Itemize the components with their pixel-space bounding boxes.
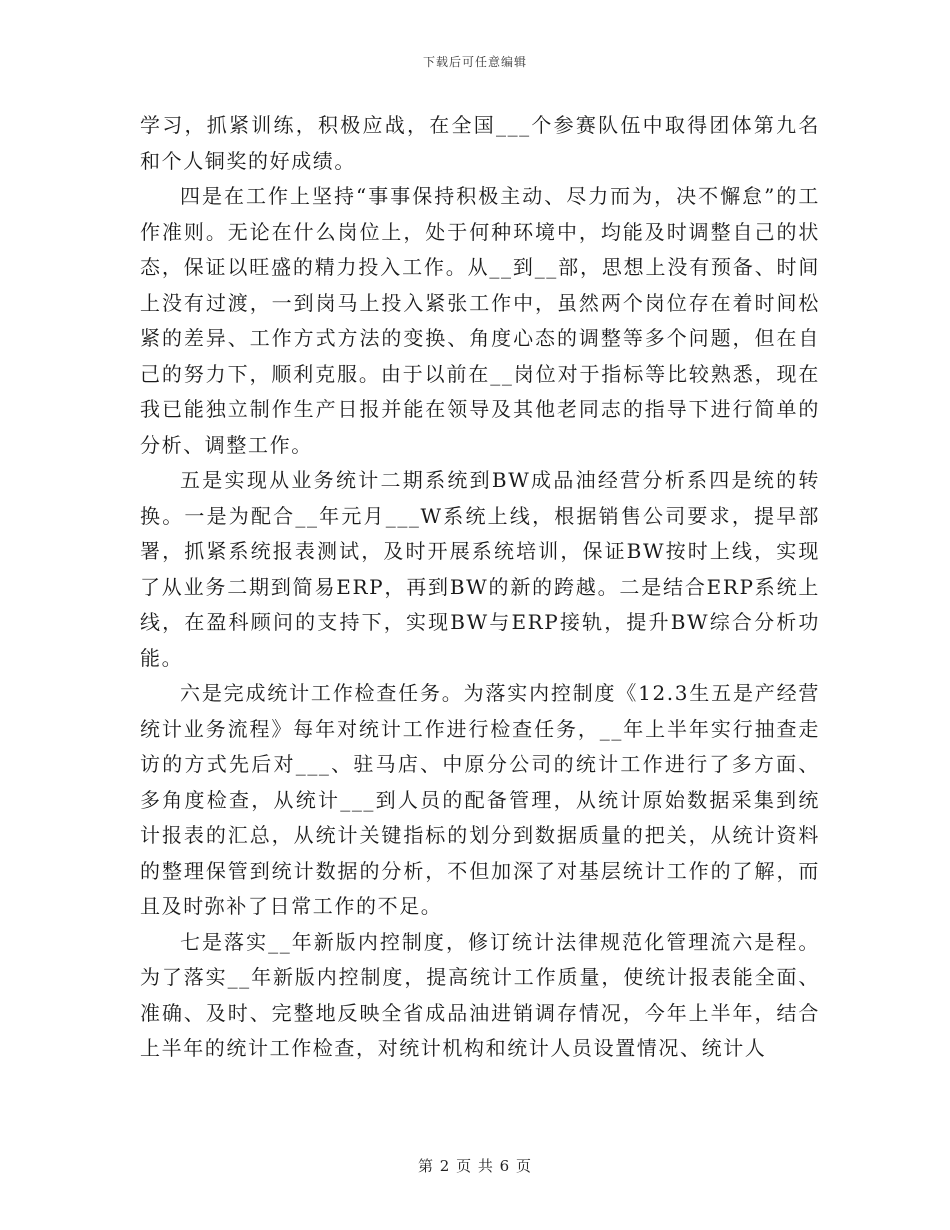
paragraph-item-4: 四是在工作上坚持“事事保持积极主动、尽力而为，决不懈怠”的工作准则。无论在什么岗位上，处于何种环境中，均能及时调整自己的状态，保证以旺盛的精力投入工作。从__到__部，思想上没有预备、时间上没有过渡，一到岗马上投入紧张工作中，虽然两个岗位存在着时间松紧的差异、工作方式方法的变换、角度心态的调整等多个问题，但在自己的努力下，顺利克服。由于以前在__岗位对于指标等比较熟悉，现在我已能独立制作生产日报并能在领导及其他老同志的指导下进行简单的分析、调整工作。	[140, 184, 820, 457]
document-body	[140, 108, 820, 1067]
paragraph-item-6: 六是完成统计工作检查任务。为落实内控制度《12.3生五是产经营统计业务流程》每年对统计工作进行检查任务，__年上半年实行抽查走访的方式先后对___、驻马店、中原分公司的统计工作进行了多方面、多角度检查，从统计___到人员的配备管理，从统计原始数据采集到统计报表的汇总，从统计关键指标的划分到数据质量的把关，从统计资料的整理保管到统计数据的分析，不但加深了对基层统计工作的了解，而且及时弥补了日常工作的不足。	[140, 681, 820, 918]
paragraph-item-5: 五是实现从业务统计二期系统到BW成品油经营分析系四是统的转换。一是为配合__年元月___W系统上线，根据销售公司要求，提早部署，抓紧系统报表测试，及时开展系统培训，保证BW按时上线，实现了从业务二期到简易ERP，再到BW的新的跨越。二是结合ERP系统上线，在盈科顾问的支持下，实现BW与ERP接轨，提升BW综合分析功能。	[140, 468, 820, 670]
page-header: 下载后可任意编辑	[422, 55, 527, 69]
paragraph-continued: 学习，抓紧训练，积极应战，在全国___个参赛队伍中取得团体第九名和个人铜奖的好成绩。	[140, 113, 820, 173]
paragraph-item-7: 七是落实__年新版内控制度，修订统计法律规范化管理流六是程。为了落实__年新版内控制度，提高统计工作质量，使统计报表能全面、准确、及时、完整地反映全省成品油进销调存情况，今年上半年，结合上半年的统计工作检查，对统计机构和统计人员设置情况、统计人	[140, 929, 820, 1060]
page-number: 第 2 页 共 6 页	[418, 1157, 532, 1175]
